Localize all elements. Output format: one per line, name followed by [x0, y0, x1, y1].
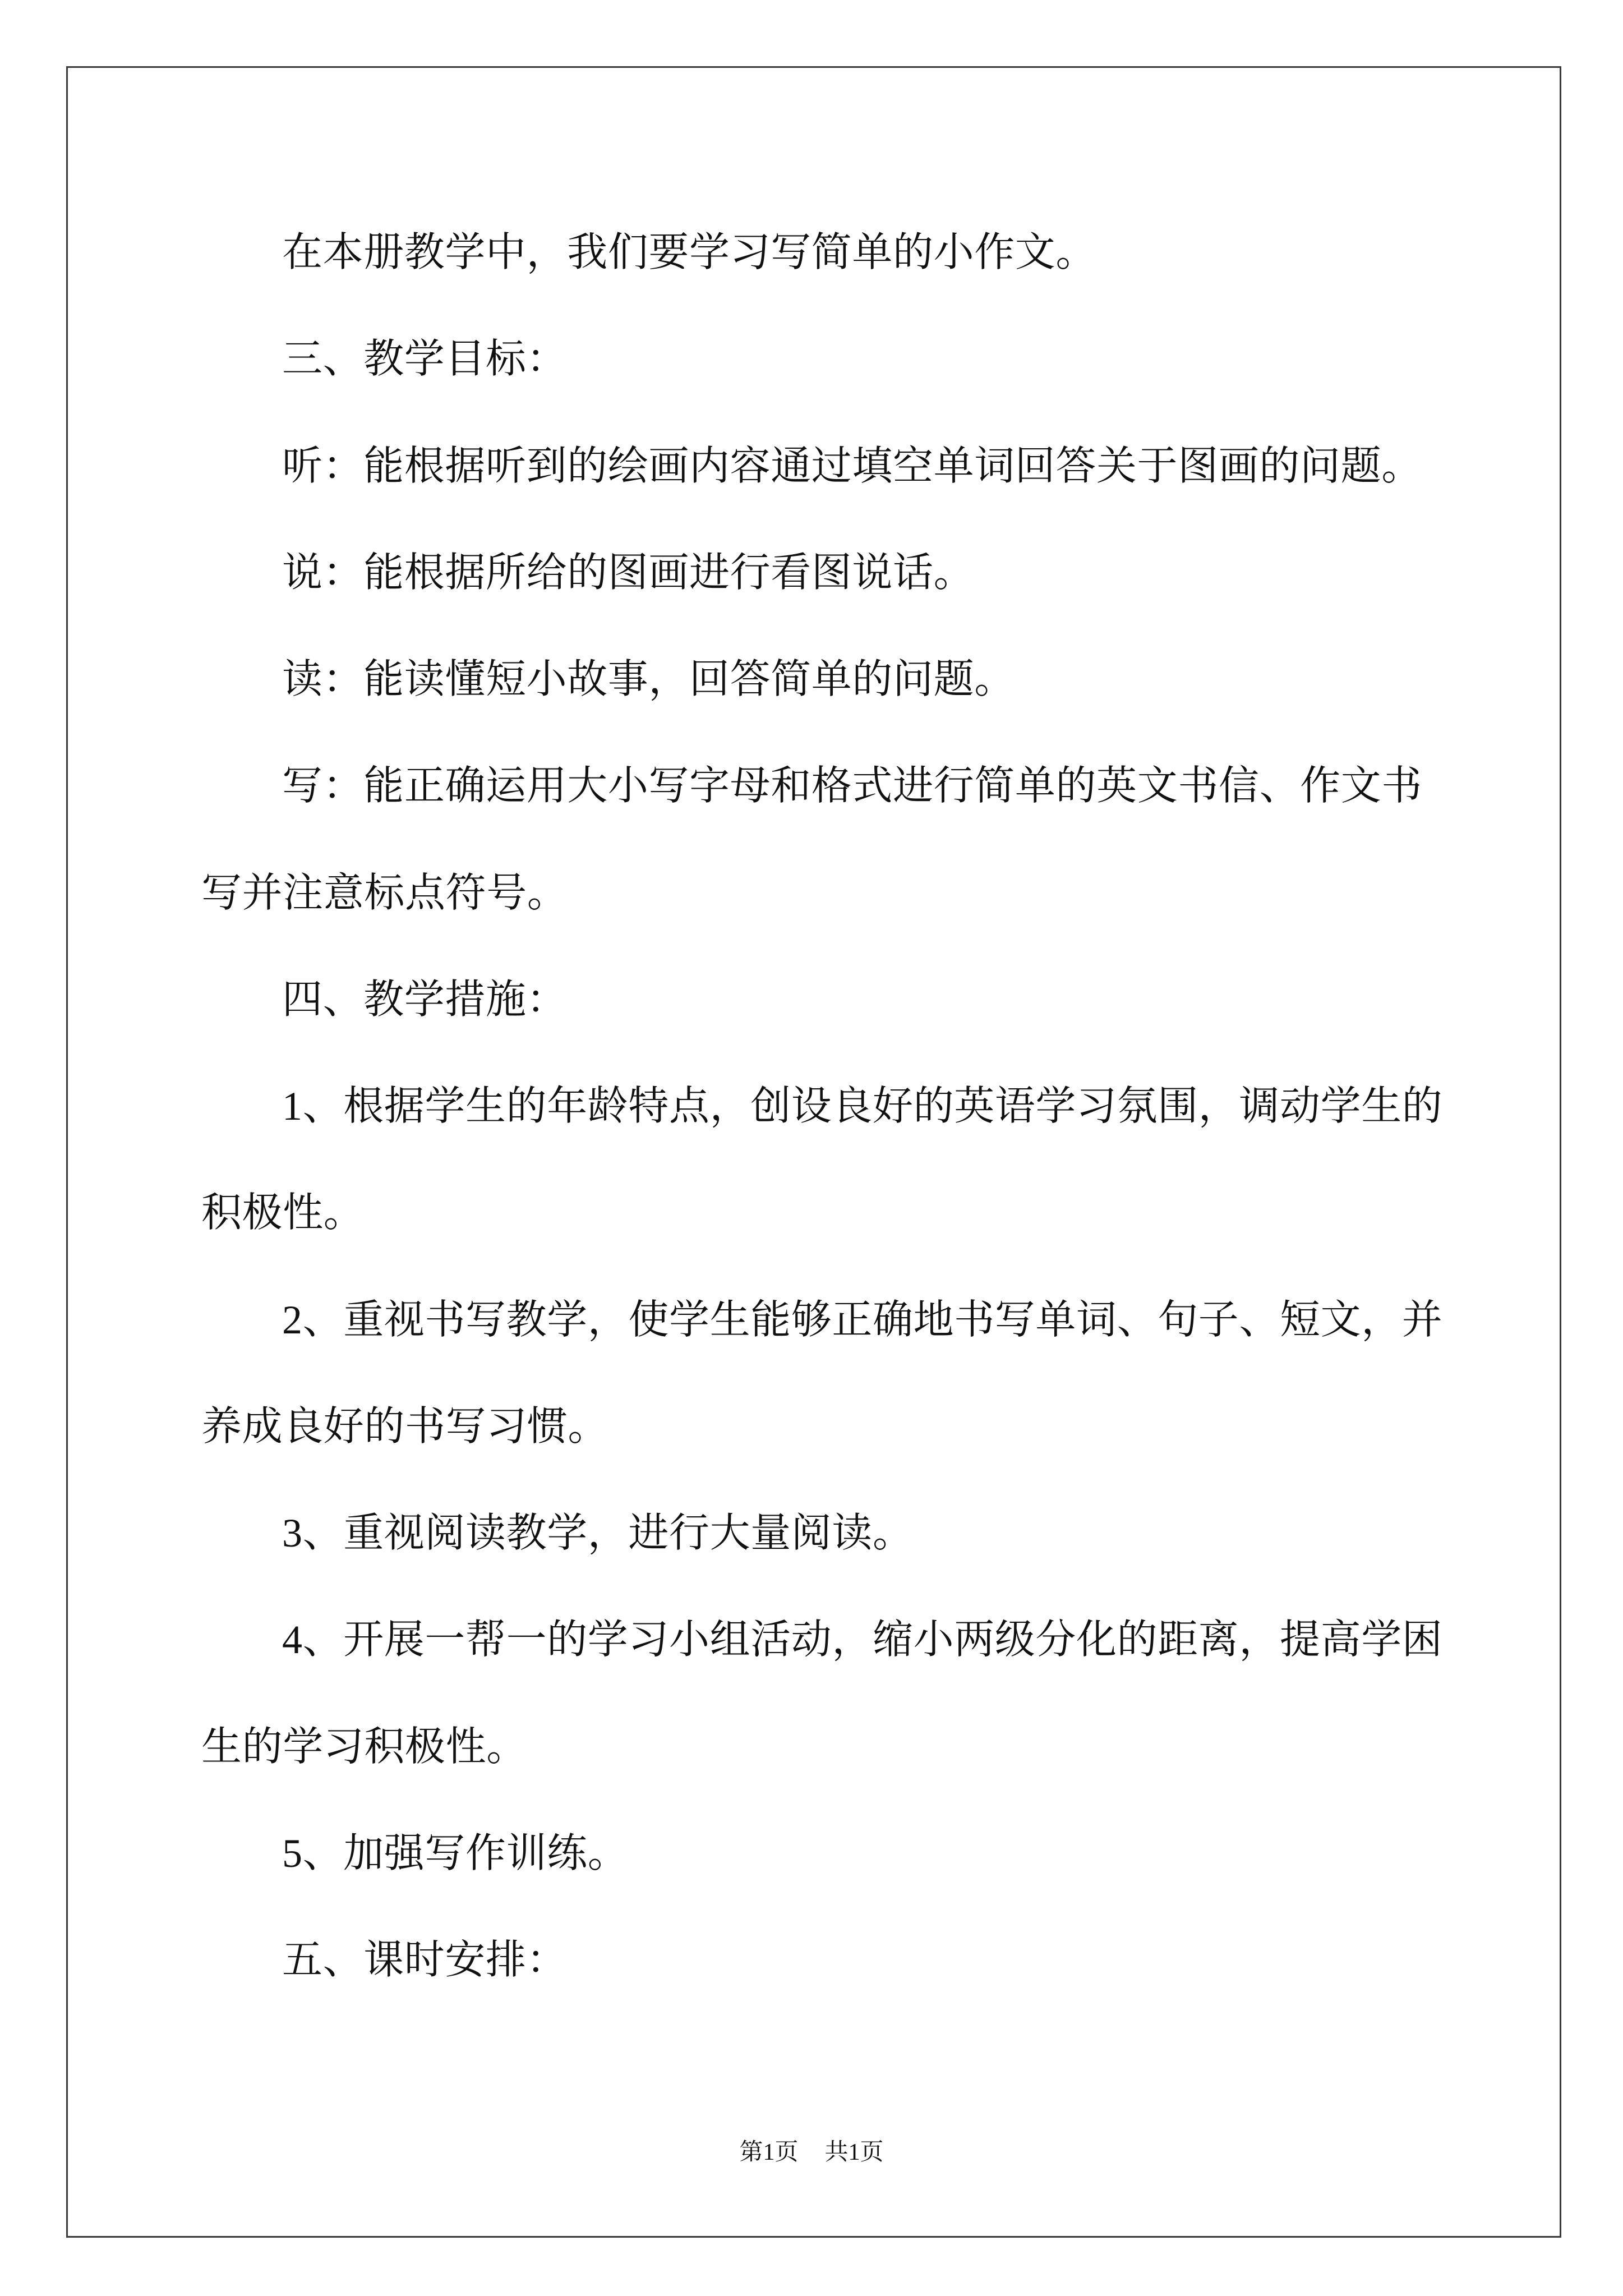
measure-3 [201, 1480, 1422, 1586]
text-line: 写：能正确运用大小写字母和格式进行简单的英文书信、作文书 [282, 763, 1422, 809]
goal-reading [201, 626, 1422, 733]
measure-4 [201, 1586, 1443, 1800]
measure-1 [201, 1053, 1443, 1267]
text-line: 5、加强写作训练。 [282, 1830, 629, 1876]
text-line: 1、根据学生的年龄特点，创设良好的英语学习氛围，调动学生的 [282, 1084, 1443, 1129]
heading-teaching-measures [201, 946, 1422, 1053]
text-line: 写并注意标点符号。 [201, 870, 568, 915]
page-number: 第1页 [739, 2139, 799, 2165]
text-line: 五、课时安排： [282, 1938, 568, 1982]
text-line: 听：能根据听到的绘画内容通过填空单词回答关于图画的问题。 [282, 443, 1422, 489]
text-line: 三、教学目标： [282, 337, 568, 382]
page-count: 共1页 [824, 2139, 884, 2165]
text-line: 读：能读懂短小故事，回答简单的问题。 [282, 657, 1015, 702]
goal-writing [201, 733, 1422, 946]
text-line: 说：能根据所给的图画进行看图说话。 [282, 550, 975, 595]
text-line: 四、教学措施： [282, 977, 568, 1022]
measure-5 [201, 1800, 1422, 1907]
measure-2 [201, 1267, 1443, 1480]
document-body [201, 199, 1443, 2013]
goal-speaking [201, 519, 1422, 626]
paragraph-intro [201, 199, 1422, 306]
text-line: 4、开展一帮一的学习小组活动，缩小两级分化的距离，提高学困 [282, 1617, 1443, 1663]
page-footer [0, 2137, 1623, 2168]
heading-class-schedule [201, 1907, 1422, 2013]
heading-teaching-goals [201, 306, 1422, 412]
text-line: 在本册教学中，我们要学习写简单的小作文。 [282, 230, 1097, 275]
text-line: 生的学习积极性。 [201, 1724, 527, 1769]
text-line: 3、重视阅读教学，进行大量阅读。 [282, 1511, 914, 1556]
text-line: 2、重视书写教学，使学生能够正确地书写单词、句子、短文，并 [282, 1297, 1443, 1342]
text-line: 养成良好的书写习惯。 [201, 1404, 609, 1449]
goal-listening [201, 413, 1422, 519]
text-line: 积极性。 [201, 1190, 365, 1236]
